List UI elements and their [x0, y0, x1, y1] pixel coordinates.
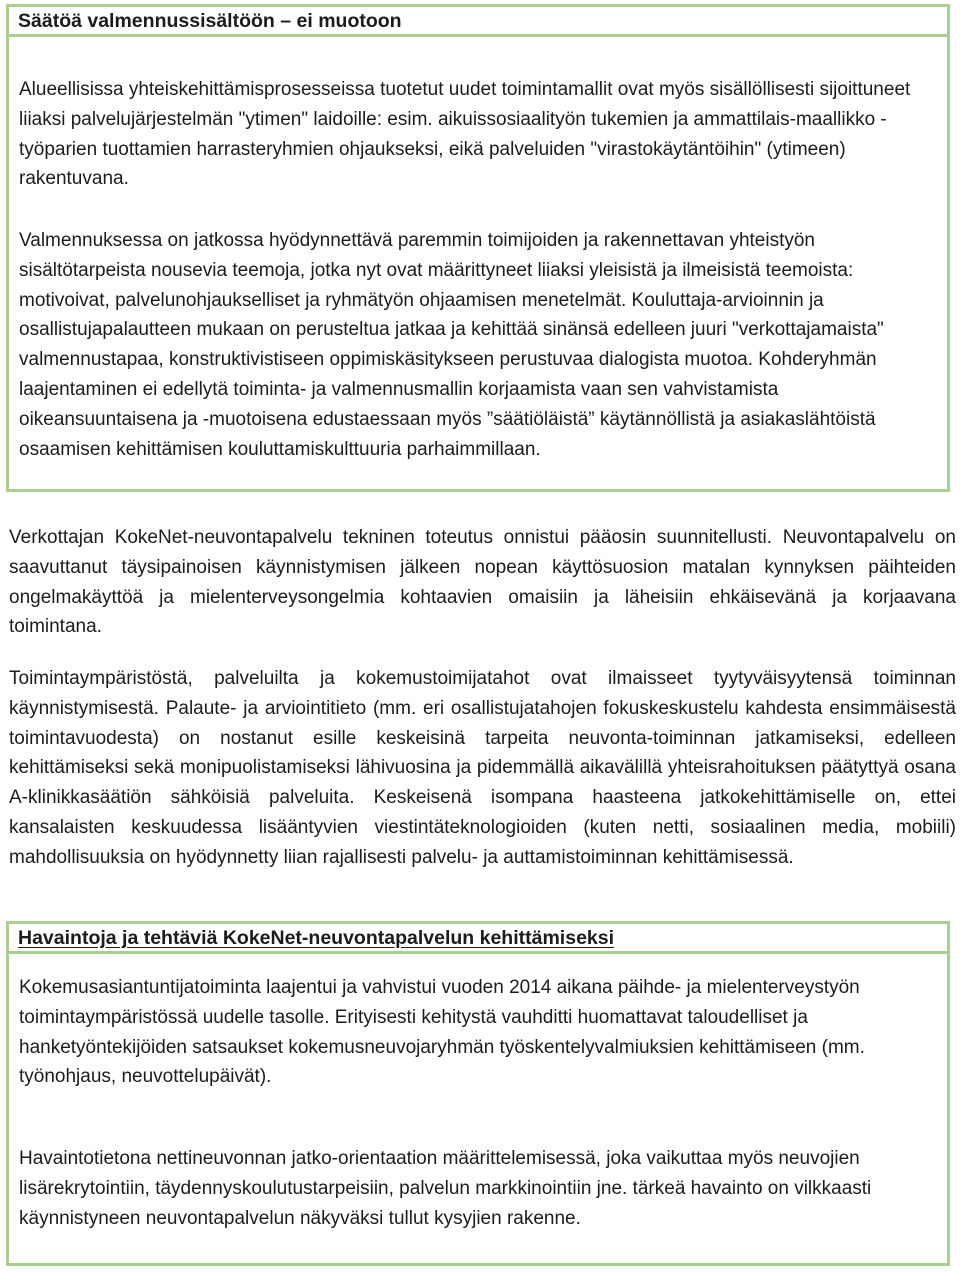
section-title-valmennus: Säätöä valmennussisältöön – ei muotoon — [9, 7, 947, 37]
section-box-havaintoja — [6, 921, 950, 1266]
paragraph: Havaintotietona nettineuvonnan jatko-orientaation määrittelemisessä, joka vaikuttaa myös neuvojien lisärekrytointiin, täydennyskoulutustarpeisiin, palvelun markkinointiin jne. tärkeä havainto on vilkkaasti käynnistyneen neuvontapalvelun näkyväksi tullut kysyjien rakenne. — [19, 1148, 872, 1229]
paragraph: Valmennuksessa on jatkossa hyödynnettävä paremmin toimijoiden ja rakennettavan yhteistyön sisältötarpeista nousevia teemoja, jotka nyt ovat määrittyneet liiaksi yleisistä ja ilmeisistä teemoista: motivoivat, palvelunohjaukselliset ja ryhmätyön ohjaamisen menetelmät. Kouluttaja-arvioinnin ja osallistujapalautteen mukaan on perusteltua jatkaa ja kehittää sinänsä edelleen juuri "verkottajamaista" valmennustapaa, konstruktivistiseen oppimiskäsitykseen perustuvaa dialogista muotoa. Kohderyhmän laajentaminen ei edellytä toiminta- ja valmennusmallin korjaamista vaan sen vahvistamista oikeansuuntaisena ja -muotoisena edustaessaan myös ”säätiöläistä” käytännöllistä ja asiakaslähtöistä osaamisen kehittämisen kouluttamiskulttuuria parhaimmillaan. — [19, 230, 884, 460]
paragraph: Alueellisissa yhteiskehittämisprosesseissa tuotetut uudet toimintamallit ovat myös sisällöllisesti sijoittuneet liiaksi palvelujärjestelmän "ytimen" laidoille: esim. aikuissosiaalityön tukemien ja ammattilais-maallikko -työparien tuottamien harrasteryhmien ohjaukseksi, eikä palveluiden "virastokäytäntöihin" (ytimeen) rakentuvana. — [19, 79, 911, 190]
paragraph: Verkottajan KokeNet-neuvontapalvelu tekninen toteutus onnistui pääosin suunnitellusti. Neuvontapalvelu on saavuttanut täysipainoisen käynnistymisen jälkeen nopean käyttösuosion matalan kynnyksen päihteiden ongelmakäyttöä ja mielenterveysongelmia kohtaavien omaisiin ja läheisiin ehkäisevänä ja korjaavana toimintana. — [9, 527, 956, 638]
section-box-valmennus — [6, 4, 950, 492]
paragraph: Kokemusasiantuntijatoiminta laajentui ja vahvistui vuoden 2014 aikana päihde- ja mielenterveystyön toimintaympäristössä uudelle tasolle. Erityisesti kehitystä vauhditti huomattavat taloudelliset ja hanketyöntekijöiden satsaukset kokemusneuvojaryhmän työskentelyvalmiuksien kehittämiseen (mm. työnohjaus, neuvottelupäivät). — [19, 977, 865, 1088]
section-title-text: Havaintoja ja tehtäviä KokeNet-neuvontapalvelun kehittämiseksi — [18, 927, 615, 949]
paragraph: Toimintaympäristöstä, palveluilta ja kokemustoimijatahot ovat ilmaisseet tyytyväisyytensä toiminnan käynnistymisestä. Palaute- ja arviointitieto (mm. eri osallistujatahojen fokuskeskustelu kahdesta ensimmäisestä toimintavuodesta) on nostanut esille keskeisinä tarpeita neuvonta-toiminnan jatkamiseksi, edelleen kehittämiseksi sekä monipuolistamiseksi lähivuosina ja pidemmällä aikavälillä yhteisrahoituksen päätyttyä osana A-klinikkasäätiön sähköisiä palveluita. Keskeisenä isompana haasteena jatkokehittämiselle on, ettei kansalaisten keskuudessa lisääntyvien viestintäteknologioiden (kuten netti, sosiaalinen media, mobiili) mahdollisuuksia on hyödynnetty liian rajallisesti palvelu- ja auttamistoiminnan kehittämisessä. — [9, 668, 956, 868]
section-title-havaintoja — [9, 924, 947, 954]
